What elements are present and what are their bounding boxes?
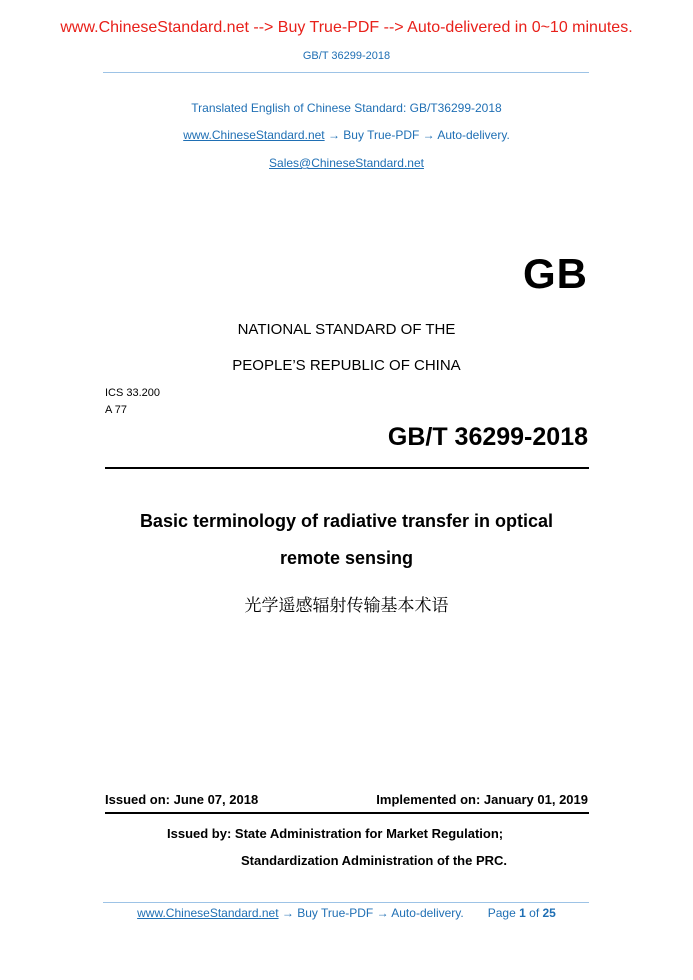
national-standard-line2: PEOPLE’S REPUBLIC OF CHINA xyxy=(232,357,461,374)
page-label: Page xyxy=(487,906,516,920)
site-line-tail: → Buy True-PDF → Auto-delivery. xyxy=(324,128,510,142)
gb-mark: GB xyxy=(523,250,588,297)
ics-code: ICS 33.200 xyxy=(105,387,161,399)
site-line xyxy=(0,128,693,142)
issued-on: Issued on: June 07, 2018 xyxy=(105,792,259,807)
national-standard-line1: NATIONAL STANDARD OF THE xyxy=(237,321,456,338)
footer xyxy=(0,906,693,920)
footer-divider xyxy=(103,902,589,903)
email-line xyxy=(0,156,693,170)
translated-note: Translated English of Chinese Standard: GB/T36299-2018 xyxy=(191,101,502,115)
page-total: 25 xyxy=(542,906,556,920)
title-en-line1: Basic terminology of radiative transfer in optical xyxy=(139,511,554,531)
site-link[interactable]: www.ChineseStandard.net xyxy=(183,128,325,142)
page-indicator xyxy=(488,906,556,920)
title-divider xyxy=(105,467,589,469)
issued-by-line1: Issued by: State Administration for Market Regulation; xyxy=(167,826,504,841)
standard-number: GB/T 36299-2018 xyxy=(387,423,588,451)
title-zh: 光学遥感辐射传输基本术语 xyxy=(244,596,449,616)
title-en-line2: remote sensing xyxy=(279,548,414,568)
page-current: 1 xyxy=(519,906,526,920)
header-standard-code: GB/T 36299-2018 xyxy=(302,50,391,62)
issued-by-line2: Standardization Administration of the PRC. xyxy=(241,853,508,868)
header-divider xyxy=(103,72,589,73)
footer-site-link[interactable]: www.ChineseStandard.net xyxy=(137,906,279,920)
email-link[interactable]: Sales@ChineseStandard.net xyxy=(269,156,424,170)
ccs-code: A 77 xyxy=(105,404,128,416)
top-banner[interactable]: www.ChineseStandard.net --> Buy True-PDF --> Auto-delivered in 0~10 minutes. xyxy=(60,19,633,36)
implemented-on: Implemented on: January 01, 2019 xyxy=(376,792,588,807)
page-of: of xyxy=(529,906,540,920)
dates-divider xyxy=(105,812,589,814)
footer-site-tail: → Buy True-PDF → Auto-delivery. xyxy=(278,906,464,920)
